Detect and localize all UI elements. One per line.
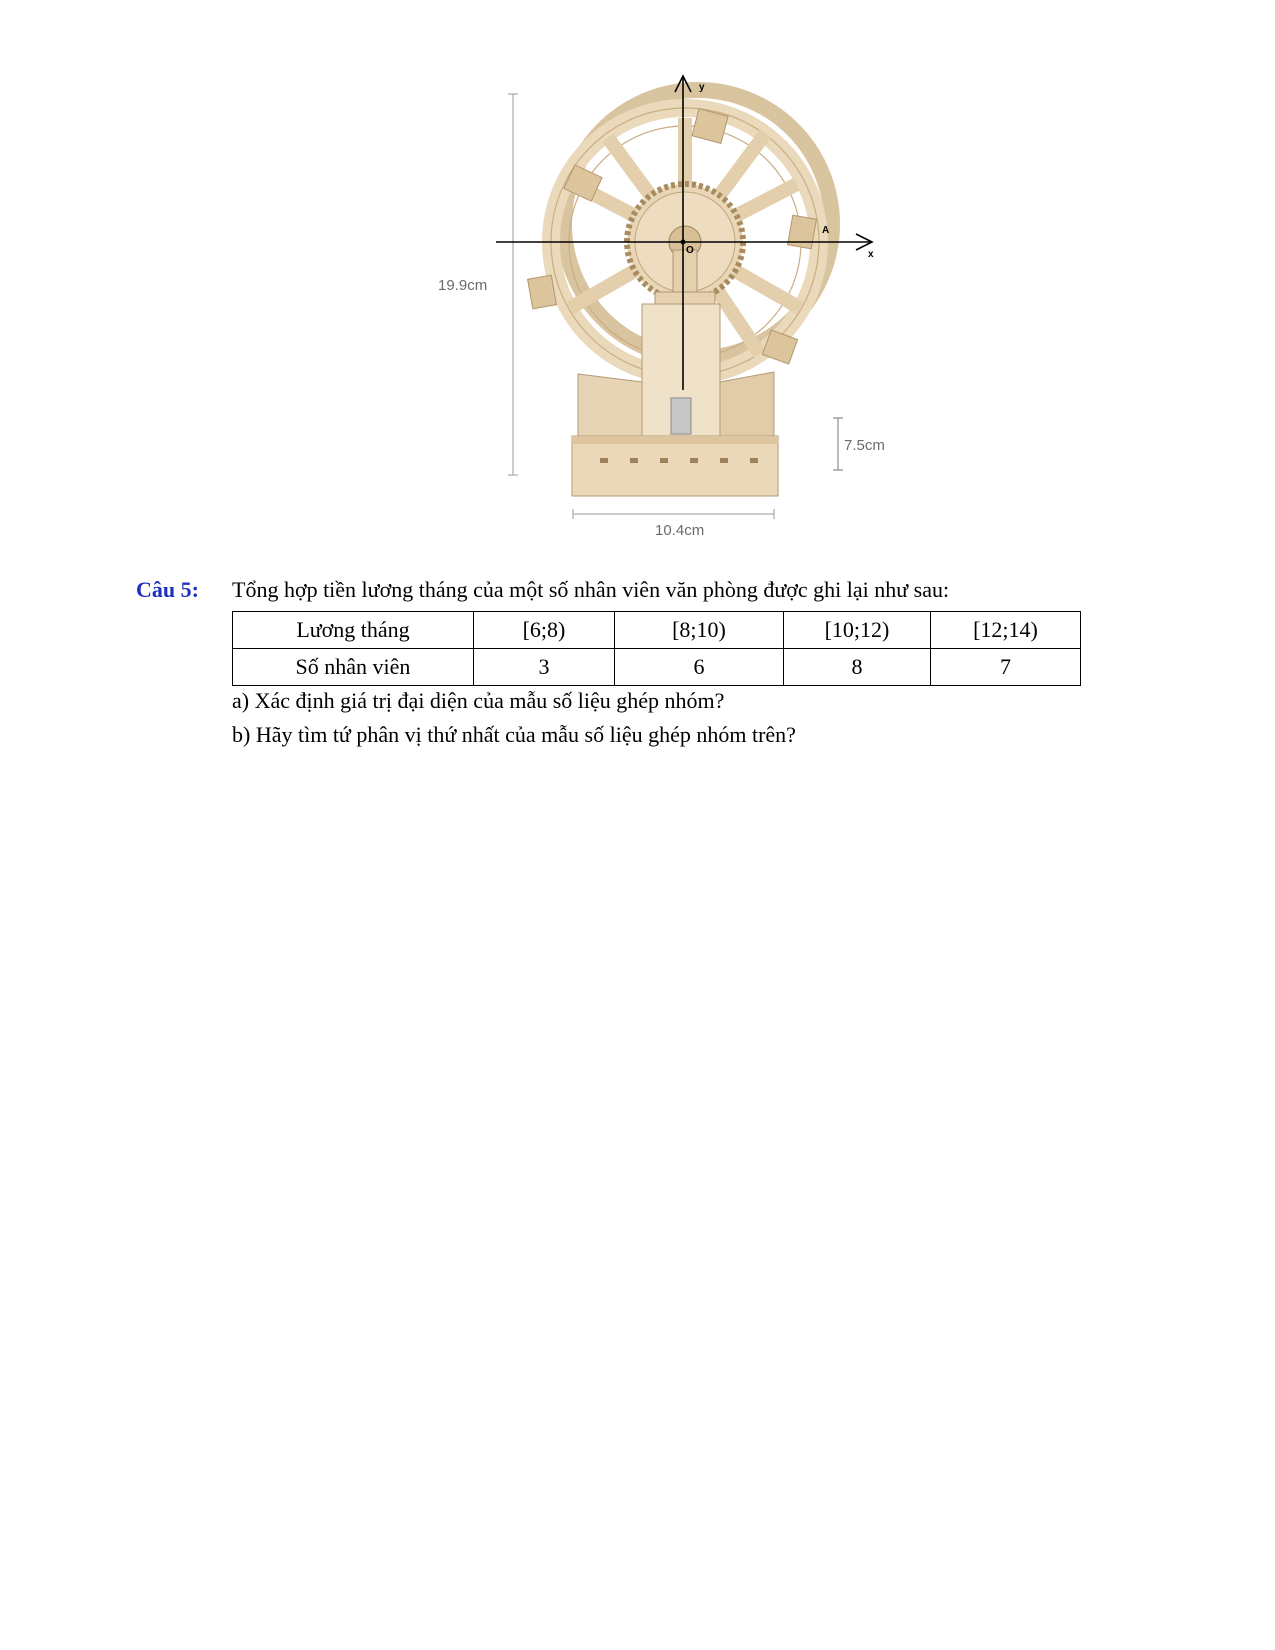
ferris-wheel-figure <box>430 72 930 582</box>
question-part-a: a) Xác định giá trị đại diện của mẫu số liệu ghép nhóm? <box>232 688 725 713</box>
dimension-height-label: 19.9cm <box>438 277 488 294</box>
table-cell: [10;12) <box>784 612 931 649</box>
table-cell: 3 <box>474 649 615 686</box>
table-row <box>233 612 1081 649</box>
question-text: Tổng hợp tiền lương tháng của một số nhân viên văn phòng được ghi lại như sau: <box>232 577 950 602</box>
salary-table <box>232 611 1081 686</box>
table-cell: Lương tháng <box>233 612 474 649</box>
table-cell: 7 <box>931 649 1081 686</box>
point-a-label: A <box>822 225 830 236</box>
axis-y-label: y <box>699 82 705 93</box>
table-cell: [6;8) <box>474 612 615 649</box>
question-part-b: b) Hãy tìm tứ phân vị thứ nhất của mẫu số liệu ghép nhóm trên? <box>232 722 796 747</box>
origin-label: O <box>686 245 694 256</box>
dimension-base-height-label: 7.5cm <box>844 437 885 454</box>
table-cell: Số nhân viên <box>233 649 474 686</box>
table-cell: 6 <box>615 649 784 686</box>
axis-x-label: x <box>868 249 874 260</box>
table-cell: 8 <box>784 649 931 686</box>
table-cell: [12;14) <box>931 612 1081 649</box>
table-cell: [8;10) <box>615 612 784 649</box>
ferris-wheel-model-illustration <box>528 90 832 496</box>
table-row <box>233 649 1081 686</box>
dimension-width-label: 10.4cm <box>655 522 705 539</box>
question-label: Câu 5: <box>136 577 199 602</box>
